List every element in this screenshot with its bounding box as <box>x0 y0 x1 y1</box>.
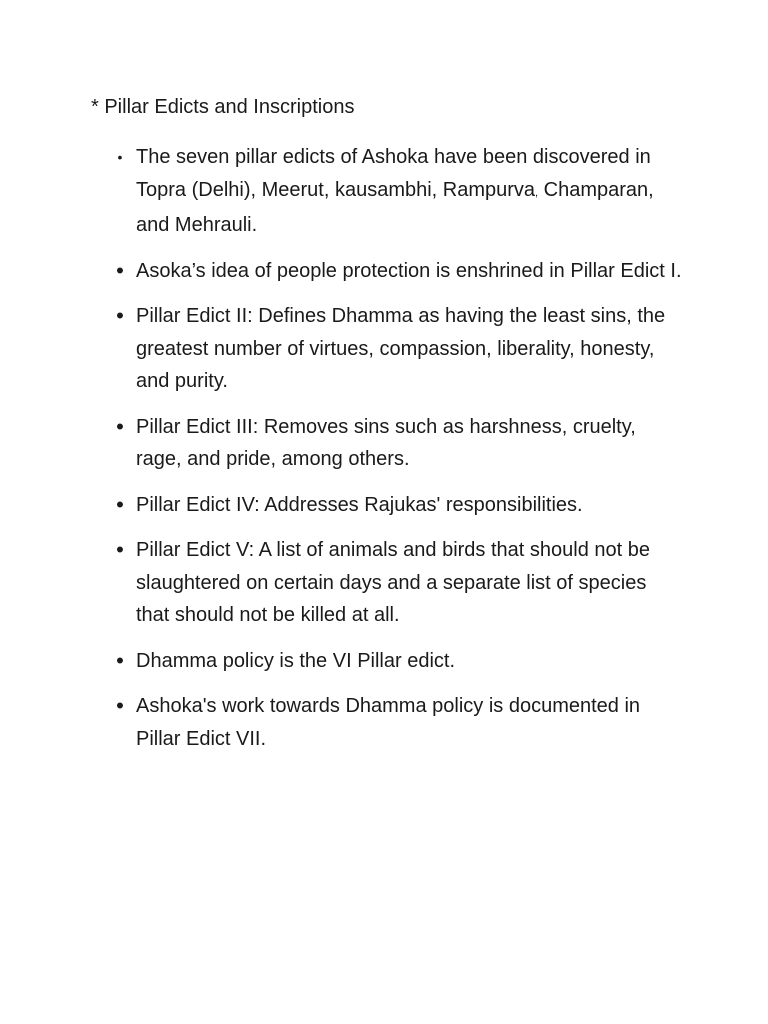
list-item <box>0 141 768 242</box>
list-item <box>0 690 768 755</box>
list-item-text: Dhamma policy is the VI Pillar edict. <box>136 649 456 672</box>
list-item-text: Pillar Edict IV: Addresses Rajukas' responsibilities. <box>136 493 583 516</box>
list-item-text: Asoka’s idea of people protection is enshrined in Pillar Edict I. <box>136 259 682 282</box>
list-item-text: Pillar Edict II: Defines Dhamma as having the least sins, the greatest number of virtues, compassion, liberality, honesty, and purity. <box>136 305 666 392</box>
edicts-list <box>0 141 768 768</box>
list-item <box>0 255 768 288</box>
list-item-text: Pillar Edict V: A list of animals and birds that should not be slaughtered on certain days and a separate list of species that should not be killed at all. <box>136 539 650 626</box>
list-item-text: Pillar Edict III: Removes sins such as harshness, cruelty, rage, and pride, among others. <box>136 415 636 470</box>
bullet-icon: • <box>116 491 124 517</box>
list-item-text: Ashoka's work towards Dhamma policy is documented in Pillar Edict VII. <box>136 695 641 750</box>
list-item <box>0 645 768 678</box>
bullet-icon: • <box>116 257 124 283</box>
list-item <box>0 534 768 632</box>
list-item-text: The seven pillar edicts of Ashoka have been discovered in Topra (Delhi), Meerut, kausambhi, Rampurva, Champaran, and Mehrauli. <box>136 146 654 236</box>
bullet-icon: • <box>116 647 124 673</box>
bullet-icon: • <box>116 537 124 562</box>
bullet-icon: • <box>116 303 124 328</box>
list-item <box>0 411 768 476</box>
bullet-icon: • <box>116 413 124 439</box>
bullet-icon: • <box>116 693 124 718</box>
list-item <box>0 300 768 398</box>
section-heading: * Pillar Edicts and Inscriptions <box>91 96 355 118</box>
bullet-icon: • <box>117 149 123 165</box>
list-item <box>0 489 768 522</box>
